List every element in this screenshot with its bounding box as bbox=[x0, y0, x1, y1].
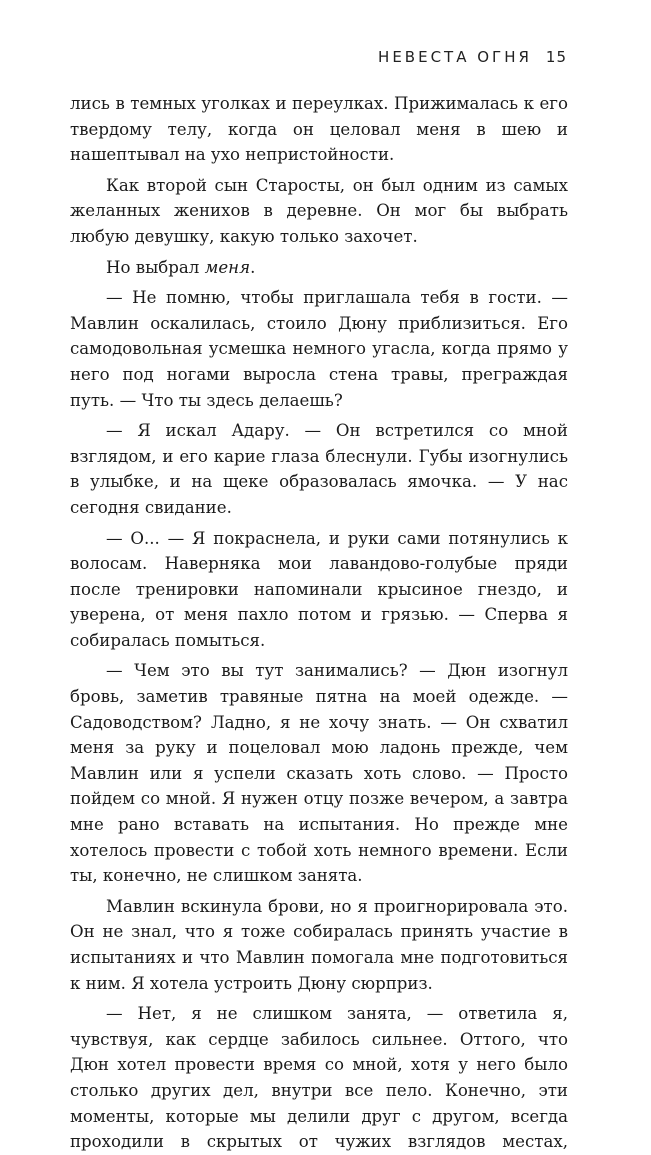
running-header bbox=[378, 48, 567, 66]
body-text bbox=[70, 91, 568, 1155]
paragraph: лись в темных уголках и переулках. Прижималась к его твердому телу, когда он целовал меня в шею и нашептывал на ухо непристойности. bbox=[70, 94, 568, 165]
paragraph-text: . bbox=[250, 257, 256, 277]
emphasized-word: меня bbox=[204, 257, 251, 277]
paragraph: — Я искал Адару. — Он встретился со мной взглядом, и его карие глаза блеснули. Губы изогнулись в улыбке, и на щеке образовалась ямочка. — У нас сегодня свидание. bbox=[70, 421, 568, 517]
paragraph: — Чем это вы тут занимались? — Дюн изогнул бровь, заметив травяные пятна на моей одежде. — Садоводством? Ладно, я не хочу знать. — Он схватил меня за руку и поцеловал мою ладонь прежде, чем Мавлин или я успели сказать хоть слово. — Просто пойдем со мной. Я нужен отцу позже вечером, а завтра мне рано вставать на испытания. Но прежде мне хотелось провести с тобой хоть немного времени. Если ты, конечно, не слишком занята. bbox=[70, 661, 568, 886]
paragraph: — Нет, я не слишком занята, — ответила я, чувствуя, как сердце забилось сильнее. Оттого, что Дюн хотел провести время со мной, хотя у него было столько других дел, внутри все пело. Конечно, эти моменты, которые мы делили друг с другом, всегда проходили в скрытых от чужих взглядов местах, bbox=[70, 1004, 568, 1152]
page-number: 15 bbox=[545, 48, 567, 66]
paragraph bbox=[70, 255, 568, 281]
paragraph: — О... — Я покраснела, и руки сами потянулись к волосам. Наверняка мои лавандово-голубые пряди после тренировки напоминали крысиное гнездо, и уверена, от меня пахло потом и грязью. — Сперва я собиралась помыться. bbox=[70, 528, 568, 650]
paragraph: — Не помню, чтобы приглашала тебя в гости. — Мавлин оскалилась, стоило Дюну приблизиться. Его самодовольная усмешка немного угасла, когда прямо у него под ногами выросла стена травы, преграждая путь. — Что ты здесь делаешь? bbox=[70, 288, 568, 410]
paragraph: Как второй сын Старосты, он был одним из самых желанных женихов в деревне. Он мог бы выбрать любую девушку, какую только захочет. bbox=[70, 175, 568, 246]
paragraph: Мавлин вскинула брови, но я проигнорировала это. Он не знал, что я тоже собиралась принять участие в испытаниях и что Мавлин помогала мне подготовиться к ним. Я хотела устроить Дюну сюрприз. bbox=[70, 896, 568, 993]
book-title: НЕВЕСТА ОГНЯ bbox=[378, 48, 532, 66]
paragraph-text: Но выбрал bbox=[106, 257, 205, 277]
